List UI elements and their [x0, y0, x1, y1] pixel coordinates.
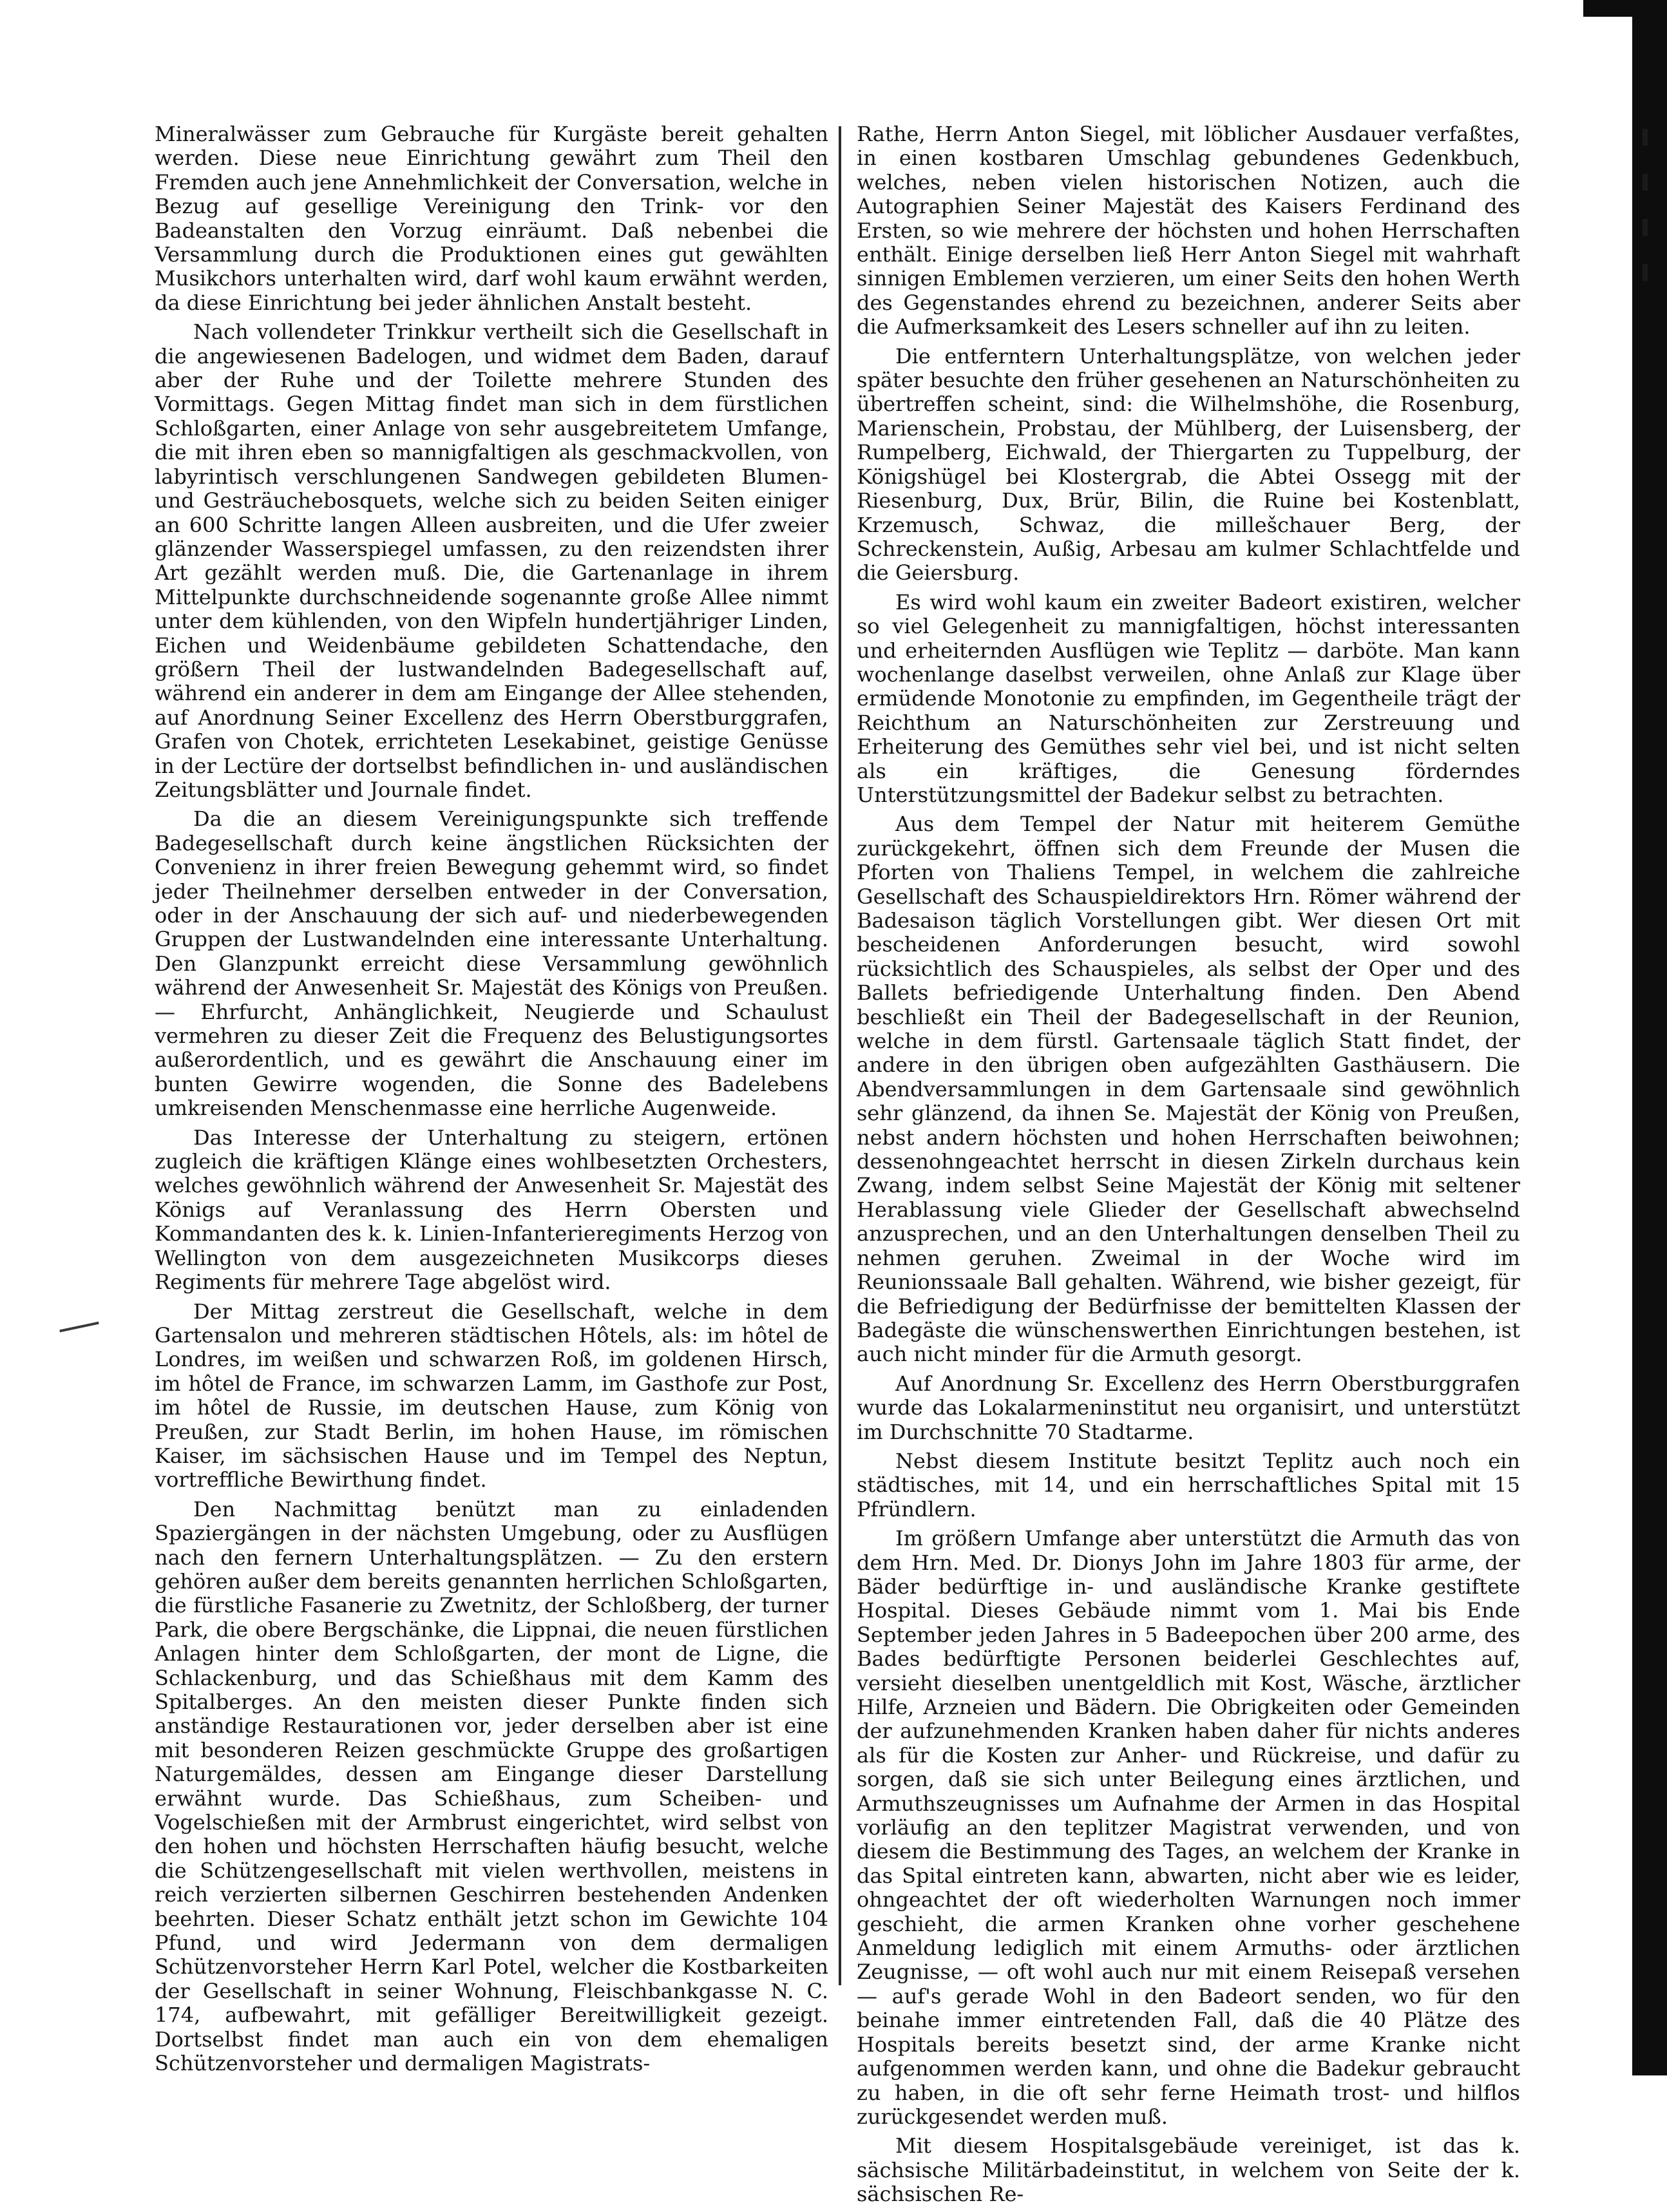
- paragraph: Nebst diesem Institute besitzt Teplitz auch noch ein städtisches, mit 14, und ein herrschaftliches Spital mit 15 Pfründlern.: [857, 1448, 1520, 1521]
- paragraph: Aus dem Tempel der Natur mit heiterem Gemüthe zurückgekehrt, öffnen sich dem Freunde der Musen die Pforten von Thaliens Tempel, in welchem die zahlreiche Gesellschaft des Schauspieldirektors Hrn. Römer während der Badesaison täglich Vorstellungen gibt. Wer diesen Ort mit bescheidenen Anforderungen besucht, wird sowohl rücksichtlich des Schauspieles, als selbst der Oper und des Ballets befriedigende Unterhaltung finden. Den Abend beschließt ein Theil der Badegesellschaft in der Reunion, welche in dem fürstl. Gartensaale täglich Statt findet, der andere in den übrigen oben aufgezählten Gasthäusern. Die Abendversammlungen in dem Gartensaale sind gewöhnlich sehr glänzend, da ihnen Se. Majestät der König von Preußen, nebst andern höchsten und hohen Herrschaften beiwohnen; dessenohngeachtet herrscht in diesen Zirkeln durchaus kein Zwang, indem selbst Seine Majestät der König mit seltener Herablassung viele Glieder der Gesellschaft abwechselnd anzusprechen, und an den Unterhaltungen denselben Theil zu nehmen geruhen. Zweimal in der Woche wird im Reunionssaale Ball gehalten. Während, wie bisher gezeigt, für die Befriedigung der Bedürfnisse der bemittelten Klassen der Badegäste die wünschenswerthen Einrichtungen bestehen, ist auch nicht minder für die Armuth gesorgt.: [857, 812, 1520, 1367]
- paragraph: Der Mittag zerstreut die Gesellschaft, welche in dem Gartensalon und mehreren städtischen Hôtels, als: im hôtel de Londres, im weißen und schwarzen Roß, im goldenen Hirsch, im hôtel de France, im schwarzen Lamm, im Gasthofe zur Post, im hôtel de Russie, im deutschen Hause, zum König von Preußen, zur Stadt Berlin, im hohen Hause, im römischen Kaiser, im sächsischen Hause und im Tempel des Neptun, vortreffliche Bewirthung findet.: [155, 1299, 828, 1492]
- paragraph: Nach vollendeter Trinkkur vertheilt sich die Gesellschaft in die angewiesenen Badelogen, und widmet dem Baden, darauf aber der Ruhe und der Toilette mehrere Stunden des Vormittags. Gegen Mittag findet man sich in dem fürstlichen Schloßgarten, einer Anlage von sehr ausgebreitetem Umfange, die mit ihren eben so mannigfaltigen als geschmackvollen, von labyrintisch verschlungenen Sandwegen gebildeten Blumen- und Gesträuchebosquets, welche sich zu beiden Seiten einiger an 600 Schritte langen Alleen ausbreiten, und die Ufer zweier glänzender Wasserspiegel umfassen, zu den reizendsten ihrer Art gezählt werden muß. Die, die Gartenanlage in ihrem Mittelpunkte durchschneidende sogenannte große Allee nimmt unter dem kühlenden, von den Wipfeln hundertjähriger Linden, Eichen und Weidenbäume gebildeten Schattendache, den größern Theil der lustwandelnden Badegesellschaft auf, während ein anderer in dem am Eingange der Allee stehenden, auf Anordnung Seiner Excellenz des Herrn Oberstburggrafen, Grafen von Chotek, errichteten Lesekabinet, geistige Genüsse in der Lectüre der dortselbst befindlichen in- und ausländischen Zeitungsblätter und Journale findet.: [155, 319, 828, 802]
- paragraph: Es wird wohl kaum ein zweiter Badeort existiren, welcher so viel Gelegenheit zu mannigfaltigen, höchst interessanten und erheiternden Ausflügen wie Teplitz — darböte. Man kann wochenlange daselbst verweilen, ohne Anlaß zur Klage über ermüdende Monotonie zu empfinden, im Gegentheile trägt der Reichthum an Naturschönheiten zur Zerstreuung und Erheiterung des Gemüthes sehr viel bei, und ist nicht selten als ein kräftiges, die Genesung förderndes Unterstützungsmittel der Badekur selbst zu betrachten.: [857, 589, 1520, 807]
- column-divider: [839, 126, 841, 1985]
- paragraph: Rathe, Herrn Anton Siegel, mit löblicher Ausdauer verfaßtes, in einen kostbaren Umschlag gebundenes Gedenkbuch, welches, neben vielen historischen Notizen, auch die Autographien Seiner Majestät des Kaisers Ferdinand des Ersten, so wie mehrere der höchsten und hohen Herrschaften enthält. Einige derselben ließ Herr Anton Siegel mit wahrhaft sinnigen Emblemen verzieren, um einer Seits den hohen Werth des Gegenstandes ehrend zu bezeichnen, anderer Seits aber die Aufmerksamkeit des Lesers schneller auf ihn zu leiten.: [857, 122, 1520, 339]
- paragraph: Mit diesem Hospitalsgebäude vereiniget, ist das k. sächsische Militärbadeinstitut, in welchem von Seite der k. sächsischen Re-: [857, 2133, 1520, 2207]
- margin-mark: [59, 1322, 99, 1333]
- paragraph: Im größern Umfange aber unterstützt die Armuth das von dem Hrn. Med. Dr. Dionys John im Jahre 1803 für arme, der Bäder bedürftige in- und ausländische Kranke gestiftete Hospital. Dieses Gebäude nimmt vom 1. Mai bis Ende September jeden Jahres in 5 Badeepochen über 200 arme, des Bades bedürftigte Personen beiderlei Geschlechtes auf, versieht dieselben unentgeldlich mit Kost, Wäsche, ärztlicher Hilfe, Arzneien und Bädern. Die Obrigkeiten oder Gemeinden der aufzunehmenden Kranken haben daher für nichts anderes als für die Kosten zur Anher- und Rückreise, und dafür zu sorgen, daß sie sich unter Beilegung eines ärztlichen, und Armuthszeugnisses um Aufnahme der Armen in das Hospital vorläufig an den teplitzer Magistrat verwenden, und von diesem die Bestimmung des Tages, an welchem der Kranke in das Spital eintreten kann, abwarten, nicht aber wie es leider, ohngeachtet der oft wiederholten Warnungen noch immer geschieht, die armen Kranken ohne vorher geschehene Anmeldung lediglich mit einem Armuths- oder ärztlichen Zeugnisse, — oft wohl auch nur mit einem Reisepaß versehen — auf's gerade Wohl in den Badeort senden, wo für den beinahe immer eintretenden Fall, daß die 40 Plätze des Hospitals bereits besetzt sind, der arme Kranke nicht aufgenommen werden kann, und ohne die Badekur gebraucht zu haben, in die oft sehr ferne Heimath trost- und hilflos zurückgesendet werden muß.: [857, 1526, 1520, 2129]
- paragraph: Auf Anordnung Sr. Excellenz des Herrn Oberstburggrafen wurde das Lokalarmeninstitut neu organisirt, und unterstützt im Durchschnitte 70 Stadtarme.: [857, 1371, 1520, 1444]
- paragraph: Den Nachmittag benützt man zu einladenden Spaziergängen in der nächsten Umgebung, oder zu Ausflügen nach den fernern Unterhaltungsplätzen. — Zu den erstern gehören außer dem bereits genannten herrlichen Schloßgarten, die fürstliche Fasanerie zu Zwetnitz, der Schloßberg, der turner Park, die obere Bergschänke, die Lippnai, die neuen fürstlichen Anlagen hinter dem Schloßgarten, der mont de Ligne, die Schlackenburg, und das Schießhaus mit dem Kamm des Spitalberges. An den meisten dieser Punkte finden sich anständige Restaurationen vor, jeder derselben aber ist eine mit besonderen Reizen geschmückte Gruppe des großartigen Naturgemäldes, dessen am Eingange dieser Darstellung erwähnt wurde. Das Schießhaus, zum Scheiben- und Vogelschießen mit der Armbrust eingerichtet, wird selbst von den hohen und höchsten Herrschaften häufig besucht, welche die Schützengesellschaft mit vielen werthvollen, meistens in reich verzierten silbernen Geschirren bestehenden Andenken beehrten. Dieser Schatz enthält jetzt schon im Gewichte 104 Pfund, und wird Jedermann von dem dermaligen Schützenvorsteher Herrn Karl Potel, welcher die Kostbarkeiten der Gesellschaft in seiner Wohnung, Fleischbankgasse N. C. 174, aufbewahrt, mit gefälliger Bereitwilligkeit gezeigt. Dortselbst findet man auch ein von dem ehemaligen Schützenvorsteher und dermaligen Magistrats-: [155, 1496, 828, 2076]
- paragraph: Das Interesse der Unterhaltung zu steigern, ertönen zugleich die kräftigen Klänge eines wohlbesetzten Orchesters, welches gewöhnlich während der Anwesenheit Sr. Majestät des Königs auf Veranlassung des Herrn Obersten und Kommandanten des k. k. Linien-Infanterieregiments Herzog von Wellington von dem ausgezeichneten Musikcorps dieses Regiments für mehrere Tage abgelöst wird.: [155, 1125, 828, 1295]
- paragraph: Mineralwässer zum Gebrauche für Kurgäste bereit gehalten werden. Diese neue Einrichtung gewährt zum Theil den Fremden auch jene Annehmlichkeit der Conversation, welche in Bezug auf gesellige Vereinigung den Trink- vor den Badeanstalten den Vorzug einräumt. Daß nebenbei die Versammlung durch die Produktionen eines gut gewählten Musikchors unterhalten wird, darf wohl kaum erwähnt werden, da diese Einrichtung bei jeder ähnlichen Anstalt besteht.: [155, 122, 828, 315]
- paragraph: Da die an diesem Vereinigungspunkte sich treffende Badegesellschaft durch keine ängstlichen Rücksichten der Convenienz in ihrer freien Bewegung gehemmt wird, so findet jeder Theilnehmer derselben entweder in der Conversation, oder in der Anschauung der sich auf- und niederbewegenden Gruppen der Lustwandelnden eine interessante Unterhaltung. Den Glanzpunkt erreicht diese Versammlung gewöhnlich während der Anwesenheit Sr. Majestät des Königs von Preußen. — Ehrfurcht, Anhänglichkeit, Neugierde und Schaulust vermehren zu dieser Zeit die Frequenz des Belustigungsortes außerordentlich, und es gewährt die Anschauung einer im bunten Gewirre wogenden, die Sonne des Badelebens umkreisenden Menschenmasse eine herrliche Augenweide.: [155, 806, 828, 1121]
- paragraph: Die entferntern Unterhaltungsplätze, von welchen jeder später besuchte den früher gesehenen an Naturschönheiten zu übertreffen scheint, sind: die Wilhelmshöhe, die Rosenburg, Marienschein, Probstau, der Mühlberg, der Luisensberg, der Rumpelberg, Eichwald, der Thiergarten zu Tuppelburg, der Königshügel bei Klostergrab, die Abtei Ossegg mit der Riesenburg, Dux, Brür, Bilin, die Ruine bei Kostenblatt, Krzemusch, Schwaz, die millešchauer Berg, der Schreckenstein, Außig, Arbesau am kulmer Schlachtfelde und die Geiersburg.: [857, 343, 1520, 586]
- left-column: [155, 122, 828, 2081]
- scan-edge-bar: [1632, 0, 1667, 2075]
- right-column: [857, 122, 1520, 2212]
- facing-page-edge: [1643, 129, 1652, 309]
